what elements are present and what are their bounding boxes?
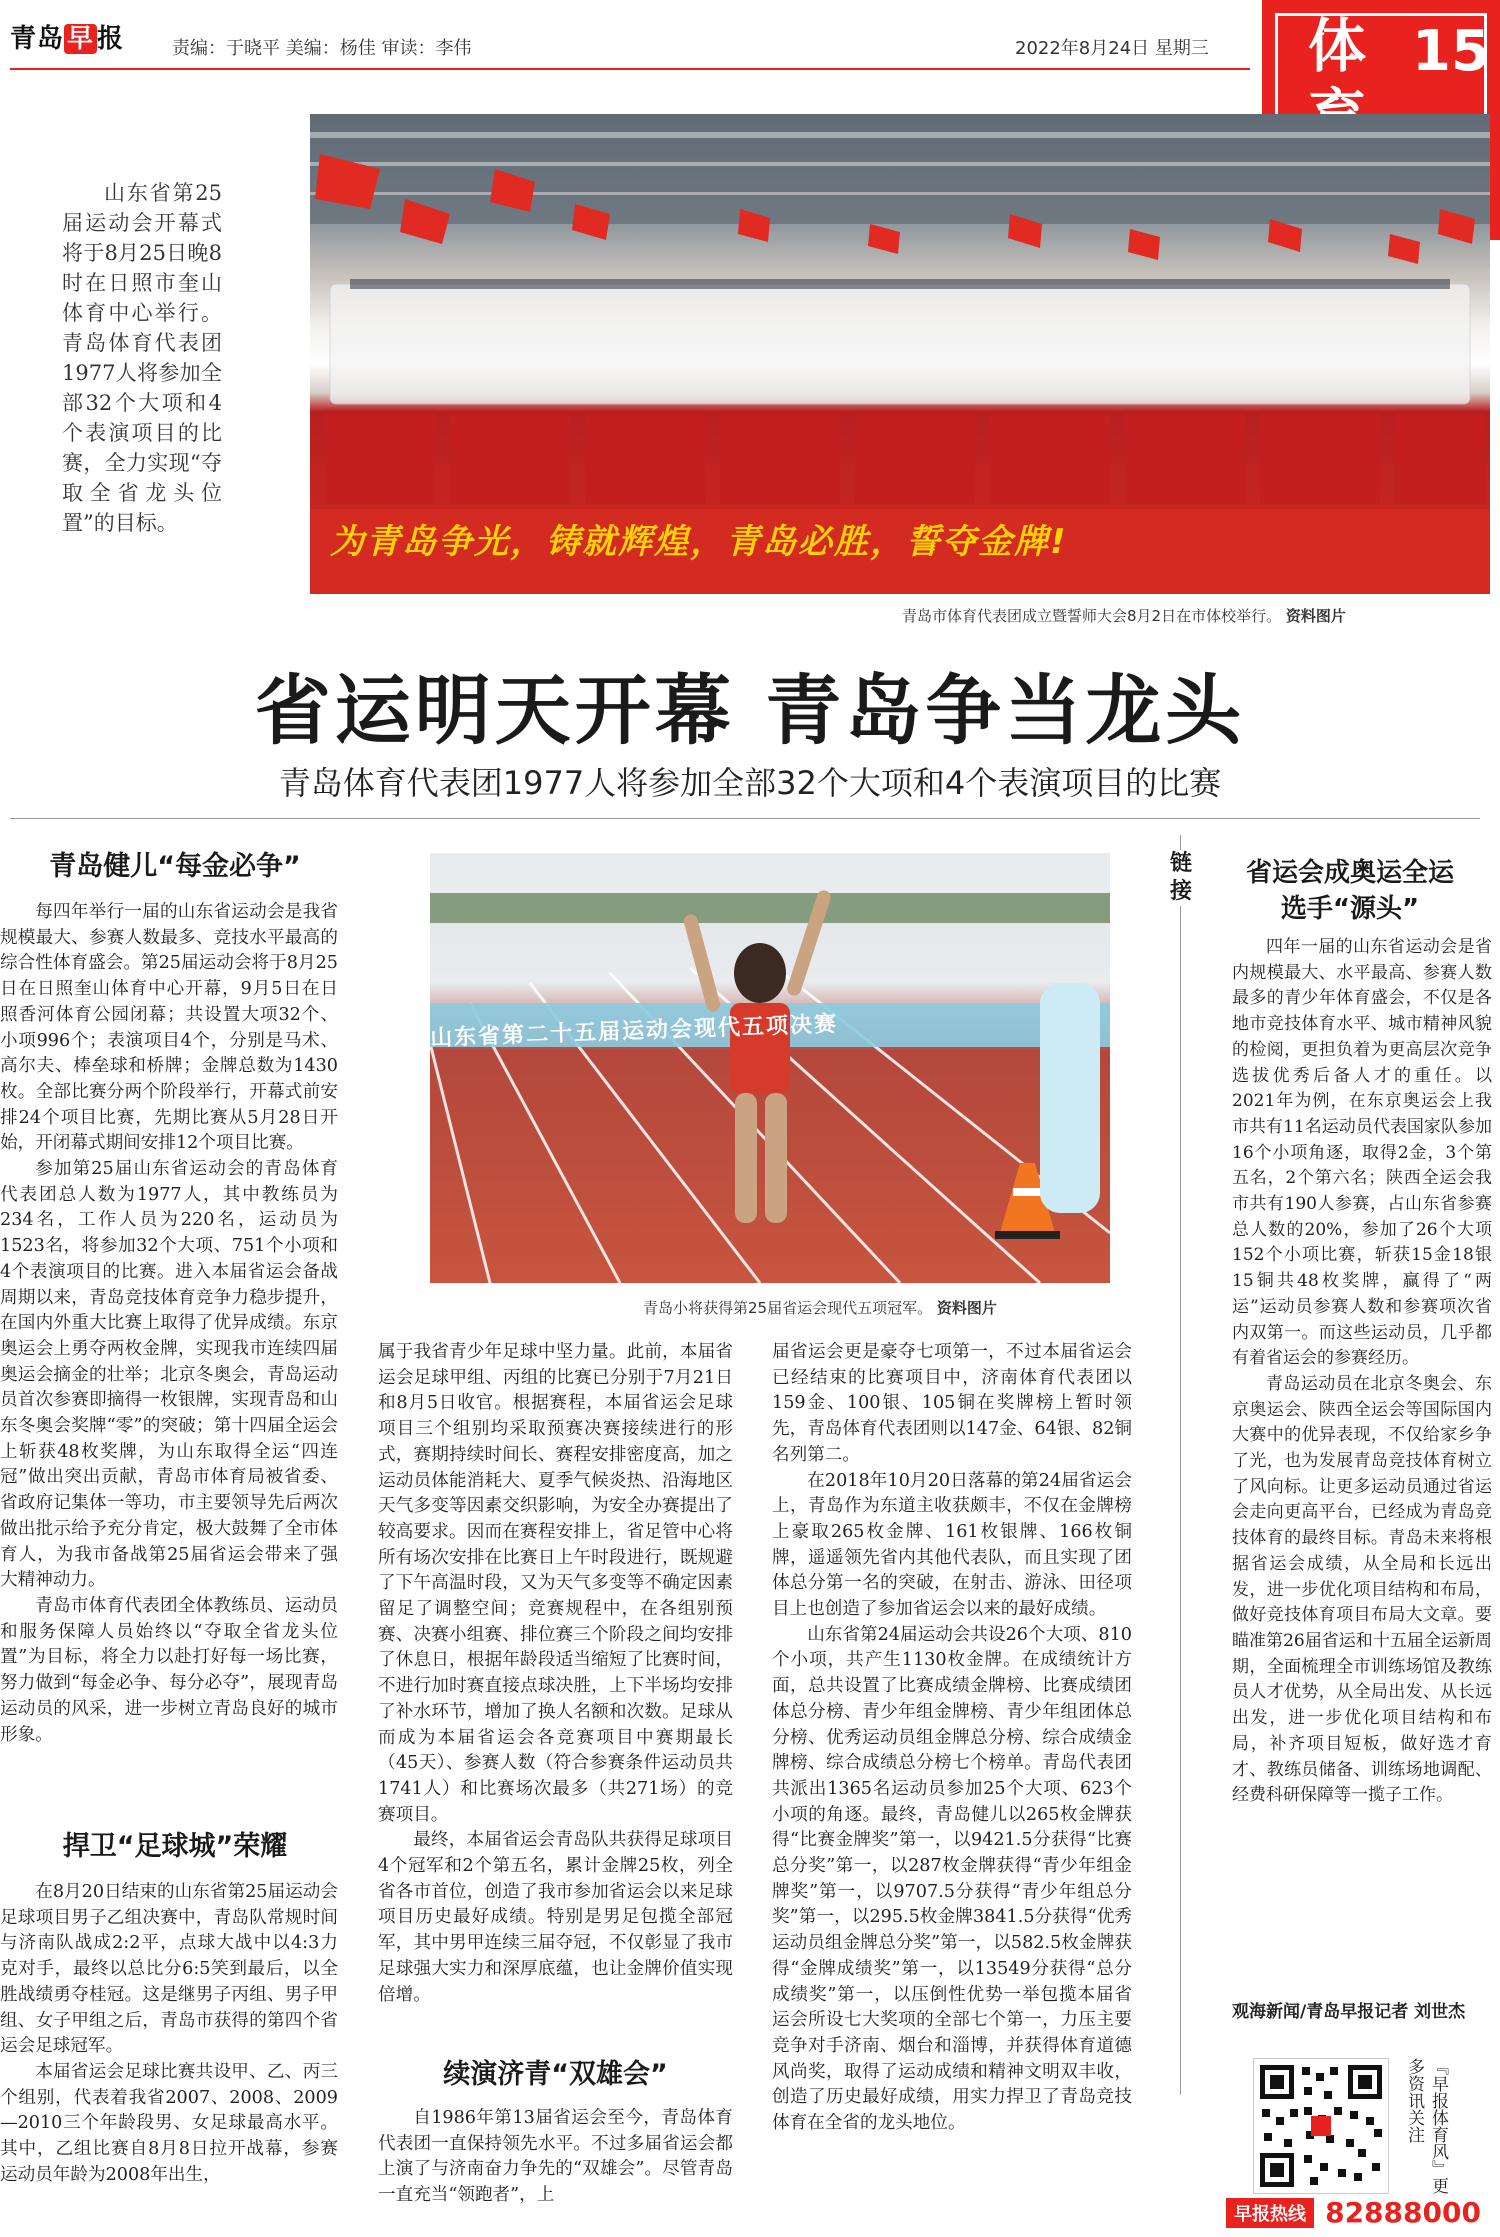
section2-paragraph: 在8月20日结束的山东省第25届运动会足球项目男子乙组决赛中，青岛队常规时间与济南队战成2:2平，点球大战中以4:3力克对手，最终以总比分6:5笑到最后，以全胜战绩勇夺桂冠。这是继男子丙组、男子甲组、女子甲组之后，青岛市获得的第四个省运会足球冠军。 [0,1882,338,2057]
section1-body [0,900,338,1748]
middle-photo [430,853,1110,1283]
section3-heading: 续演济青“双雄会” [443,2059,668,2090]
middle-photo-credit: 资料图片 [936,1299,997,1317]
sidebar-heading-line1: 省运会成奥运全运 [1245,858,1454,888]
section1-heading: 青岛健儿“每金必争” [49,851,301,882]
top-photo-caption [902,605,1346,626]
sidebar-body [1232,935,1492,1809]
lead-text: 山东省第25届运动会开幕式将于8月25日晚8时在日照市奎山体育中心举行。青岛体育代表团1977人将参加全部32个大项和4个表演项目的比赛，全力实现“夺取全省龙头位置”的目标。 [62,181,222,535]
section2-body [0,1880,338,2188]
middle-photo-caption [643,1297,997,1318]
section2-continuation [378,1340,733,2008]
section1-paragraph: 每四年举行一届的山东省运动会是我省规模最大、参赛人数最多、竞技水平最高的综合性体育盛会。第25届运动会将于8月25日在日照奎山体育中心开幕，9月5日在日照香河体育公园闭幕；共设置大项32个、小项996个；表演项目4个，分别是马术、高尔夫、棒垒球和桥牌；金牌总数为1430枚。全部比赛分两个阶段举行，开幕式前安排24个项目比赛，先期比赛从5月28日开始，开闭幕式期间安排12个项目比赛。 [0,902,338,1154]
sidebar-paragraph: 青岛运动员在北京冬奥会、东京奥运会、陕西全运会等国际国内大赛中的优异表现，不仅给家乡争了光，也为发展青岛竞技体育树立了风向标。让更多运动员通过省运会走向更高平台，已经成为青岛竞技体育的最终目标。青岛未来将根据省运会成绩，从全局和长远出发，进一步优化项目结构和布局，做好竞技体育项目布局大文章。要瞄准第26届省运和十五届全运新周期，全面梳理全市训练场馆及教练员人才优势，从全局出发、从长远出发，进一步优化项目结构和布局，补齐项目短板，做好选才育才、教练员储备、训练场地调配、经费科研保障等一揽子工作。 [1232,1373,1492,1806]
top-photo-banner: 为青岛争光，铸就辉煌，青岛必胜，誓夺金牌! [330,522,1068,562]
section3-paragraph: 自1986年第13届省运会至今，青岛体育代表团一直保持领先水平。不过多届省运会都上演了与济南奋力争先的“双雄会”。尽管青岛一直充当“领跑者”，上 [378,2108,733,2206]
section3-paragraph: 在2018年10月20日落幕的第24届省运会上，青岛作为东道主收获颇丰，不仅在金牌榜上豪取265枚金牌、161枚银牌、166枚铜牌，遥遥领先省内其他代表队，而且实现了团体总分第一名的突破，在射击、游泳、田径项目上也创造了参加省运会以来的最好成绩。 [772,1470,1132,1620]
header-rule [10,68,1250,70]
section3-body [378,2106,733,2209]
section-title-char-1: 体 [1308,12,1367,80]
hotline-box [1226,2196,1492,2228]
section1-paragraph: 青岛市体育代表团全体教练员、运动员和服务保障人员始终以“夺取全省龙头位置”为目标，将全力以赴打好每一场比赛，努力做到“每金必争、每分必夺”，展现青岛运动员的风采，进一步树立青岛良好的城市形象。 [0,1595,338,1745]
middle-photo-caption-text: 青岛小将获得第25届省运会现代五项冠军。 [643,1299,933,1317]
issue-date: 2022年8月24日 星期三 [1015,38,1209,59]
section3-paragraph: 山东省第24届运动会共设26个大项、810个小项，共产生1130枚金牌。在成绩统计方面，总共设置了比赛成绩金牌榜、比赛成绩团体总分榜、青少年组金牌榜、青少年组团体总分榜、优秀运动员组金牌总分榜、综合成绩金牌榜、综合成绩总分榜七个榜单。青岛代表团共派出1365名运动员参加25个大项、623个小项的角逐。最终，青岛健儿以265枚金牌获得“比赛金牌奖”第一，以9421.5分获得“比赛总分奖”第一，以287枚金牌获得“青少年组金牌奖”第一，以9707.5分获得“青少年组总分奖”第一，以295.5枚金牌3841.5分获得“优秀运动员组金牌总分奖”第一，以582.5枚金牌获得“金牌成绩奖”第一，以13549分获得“总分成绩奖”第一，以压倒性优势一举包揽本届省运会所设七大奖项的全部七个第一，力压主要竞争对手济南、烟台和淄博，并获得体育道德风尚奖，取得了运动成绩和精神文明双丰收，创造了历史最好成绩，用实力捍卫了青岛竞技体育在全省的龙头地位。 [772,1624,1132,2134]
sub-headline: 青岛体育代表团1977人将参加全部32个大项和4个表演项目的比赛 [278,764,1222,802]
section3-paragraph: 届省运会更是豪夺七项第一，不过本届省运会已经结束的比赛项目中，济南体育代表团以159金、100银、105铜在奖牌榜上暂时领先，青岛体育代表团则以147金、64银、82铜名列第二。 [772,1342,1132,1465]
logo-text-1: 青岛 [10,24,65,54]
editor-credits: 责编：于晓平 美编：杨佳 审读：李伟 [172,38,472,59]
headline-rule [10,818,1480,819]
sidebar-byline: 观海新闻/青岛早报记者 刘世杰 [1232,2002,1466,2022]
section2-paragraph: 最终，本届省运会青岛队共获得足球项目4个冠军和2个第五名，累计金牌25枚，列全省各市首位，创造了我市参加省运会以来足球项目历史最好成绩。特别是男足包揽全部冠军，其中男甲连续三届夺冠，不仅彰显了我市足球强大实力和深厚底蕴，也让金牌价值实现倍增。 [378,1830,733,2005]
middle-photo-banner: 山东省第二十五届运动会现代五项决赛 [430,1011,839,1052]
sidebar-tag: 链接 [1169,851,1192,904]
top-photo-caption-text: 青岛市体育代表团成立暨誓师大会8月2日在市体校举行。 [902,607,1282,625]
main-headline: 省运明天开幕 青岛争当龙头 [254,666,1246,755]
top-photo [310,114,1490,594]
sidebar-heading-line2: 选手“源头” [1280,894,1420,924]
logo-text-3: 报 [97,24,125,54]
sidebar-paragraph: 四年一届的山东省运动会是省内规模最大、水平最高、参赛人数最多的青少年体育盛会，不仅是各地市竞技体育水平、城市精神风貌的检阅，更担负着为更高层次竞争选拔优秀后备人才的重任。以2021年为例，在东京奥运会上我市共有11名运动员代表国家队参加16个小项角逐，取得2金，3个第五名，2个第六名；陕西全运会我市共有190人参赛，占山东省参赛总人数的20%，参加了26个大项152个小项比赛，斩获15金18银15铜共48枚奖牌，赢得了“两运”运动员参赛人数和参赛项次省内双第一。而这些运动员，几乎都有着省运会的参赛经历。 [1232,937,1492,1369]
section2-heading: 捍卫“足球城”荣耀 [62,1831,288,1862]
logo-text-2: 早 [64,24,97,54]
page-number: 15 [1412,19,1490,84]
masthead-logo [10,18,124,55]
section2-paragraph: 本届省运会足球比赛共设甲、乙、丙三个组别，代表着我省2007、2008、2009—2010三个年龄段男、女足球最高水平。其中，乙组比赛自8月8日拉开战幕，参赛运动员年龄为2008年出生， [0,2061,338,2185]
section2-paragraph: 属于我省青少年足球中坚力量。此前，本届省运会足球甲组、丙组的比赛已分别于7月21日和8月5日收官。根据赛程，本届省运会足球项目三个组别均采取预赛决赛接续进行的形式，赛期持续时间长、赛程安排密度高，加之运动员体能消耗大、夏季气候炎热、沿海地区天气多变等因素交织影响，为安全办赛提出了较高要求。因而在赛程安排上，省足管中心将所有场次安排在比赛日上午时段进行，既规避了下午高温时段，又为天气多变等不确定因素留足了调整空间；竞赛规程中，在各组别预赛、决赛小组赛、排位赛三个阶段之间均安排了休息日，根据年龄段适当缩短了比赛时间，不进行加时赛直接点球决胜，上下半场均安排了补水环节，增加了换人名额和次数。足球从而成为本届省运会各竞赛项目中赛期最长（45天）、参赛人数（符合参赛条件运动员共1741人）和比赛场次最多（共271场）的竞赛项目。 [378,1342,733,1825]
section3-continuation [772,1340,1132,2137]
promo-vertical-text: 『早报体育风』更多资讯关注 [1404,2058,1448,2194]
sidebar-rule [1180,835,1181,2095]
qr-code-icon [1254,2059,1388,2193]
section1-paragraph: 参加第25届山东省运动会的青岛体育代表团总人数为1977人，其中教练员为234名，工作人员为220名，运动员为1523名，将参加32个大项、751个小项和4个表演项目的比赛。进入本届省运会备战周期以来，青岛竞技体育竞争力稳步提升，在国内外重大比赛上取得了优异成绩。东京奥运会上勇夺两枚金牌，实现我市连续四届奥运会摘金的壮举；北京冬奥会，青岛运动员首次参赛即摘得一枚银牌，实现青岛和山东冬奥会奖牌“零”的突破；第十四届全运会上斩获48枚奖牌，为山东取得全运“四连冠”做出突出贡献，青岛市体育局被省委、省政府记集体一等功，市主要领导先后两次做出批示给予充分肯定，极大鼓舞了全市体育人，为我市备战第25届省运会带来了强大精神动力。 [0,1159,338,1591]
top-photo-credit: 资料图片 [1285,607,1346,625]
qr-code [1253,2058,1389,2194]
hotline-label: 早报热线 [1226,2198,1314,2228]
hotline-number: 82888000 [1325,2196,1481,2229]
track-illustration [430,853,1110,1283]
